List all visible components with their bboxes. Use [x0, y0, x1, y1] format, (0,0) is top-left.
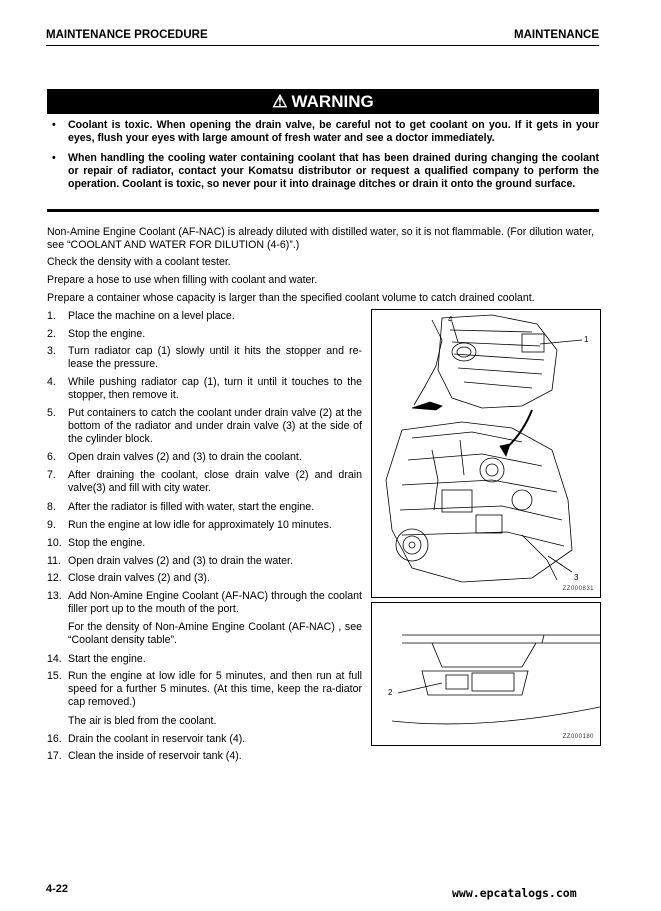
callout-3: 3 — [574, 573, 579, 582]
callout-4: 4 — [448, 315, 453, 324]
figure-code: ZZ000180 — [562, 734, 594, 740]
figure-code: ZZ000831 — [562, 586, 594, 592]
warning-item: • When handling the cooling water containing coolant that has been drained during changing the coolant or repair of radiator, contact your Komatsu distributor or request a qualified company to perform the operation. Coolant is toxic, so never pour it into drainage ditches or drain it onto the ground surface. — [52, 152, 599, 190]
chapter-title: MAINTENANCE — [514, 29, 599, 41]
drain-valve-drawing — [372, 603, 600, 745]
intro-paragraph: Prepare a container whose capacity is larger than the specified coolant volume to catch drained coolant. — [47, 292, 535, 304]
step-item: 11. Open drain valves (2) and (3) to drain the water. — [47, 555, 293, 567]
step-note: The air is bled from the coolant. — [68, 715, 217, 727]
intro-paragraph: Prepare a hose to use when filling with coolant and water. — [47, 274, 318, 286]
step-item: 9. Run the engine at low idle for approximately 10 minutes. — [47, 519, 332, 531]
step-item: 12. Close drain valves (2) and (3). — [47, 572, 210, 584]
warning-banner — [47, 89, 599, 114]
website-link[interactable]: www.epcatalogs.com — [452, 886, 577, 900]
warning-triangle-icon: ⚠ — [272, 92, 288, 111]
warning-box — [47, 114, 599, 212]
page-header — [46, 28, 599, 46]
step-item: 8. After the radiator is filled with water, start the engine. — [47, 501, 315, 513]
bullet: • — [52, 152, 56, 164]
step-item: 2. Stop the engine. — [47, 328, 146, 340]
step-item: 3. Turn radiator cap (1) slowly until it hits the stopper and re-lease the pressure. — [47, 345, 362, 370]
intro-paragraph: Check the density with a coolant tester. — [47, 256, 231, 268]
step-item: 16. Drain the coolant in reservoir tank (4). — [47, 733, 246, 745]
drain-valve-illustration — [371, 602, 601, 746]
intro-paragraph: Non-Amine Engine Coolant (AF-NAC) is already diluted with distilled water, so it is not flammable. (For dilution water, see “COOLANT AND WATER FOR DILUTION (4-6)”.) — [47, 226, 594, 251]
step-item: 5. Put containers to catch the coolant under drain valve (2) at the bottom of the radiator and under drain valve (3) at the side of the cylinder block. — [47, 407, 362, 445]
step-item: 14. Start the engine. — [47, 653, 146, 665]
callout-1: 1 — [584, 335, 589, 344]
page-number: 4-22 — [46, 883, 69, 895]
step-item: 13. Add Non-Amine Engine Coolant (AF-NAC) through the coolant filler port up to the mouth of the port. — [47, 590, 362, 615]
step-item: 7. After draining the coolant, close drain valve (2) and drain valve(3) and fill with city water. — [47, 469, 362, 494]
step-note: For the density of Non-Amine Engine Coolant (AF-NAC) , see “Coolant density table”. — [68, 621, 362, 646]
section-title: MAINTENANCE PROCEDURE — [46, 29, 208, 41]
callout-2: 2 — [388, 688, 393, 697]
step-item: 10. Stop the engine. — [47, 537, 146, 549]
warning-title: WARNING — [291, 92, 374, 111]
warning-item: • Coolant is toxic. When opening the drain valve, be careful not to get coolant on you. If it gets in your eyes, flush your eyes with large amount of fresh water and see a doctor immediately. — [52, 119, 599, 144]
bullet: • — [52, 119, 56, 131]
engine-drawing — [372, 310, 600, 597]
step-item: 1. Place the machine on a level place. — [47, 310, 235, 322]
step-item: 17. Clean the inside of reservoir tank (4). — [47, 750, 242, 762]
engine-illustration — [371, 309, 601, 598]
step-item: 4. While pushing radiator cap (1), turn it until it touches to the stopper, then remove it. — [47, 376, 362, 401]
step-item: 15. Run the engine at low idle for 5 minutes, and then run at full speed for a further 5 minutes. (At this time, keep the ra-diator cap removed.) — [47, 670, 362, 708]
step-item: 6. Open drain valves (2) and (3) to drain the coolant. — [47, 451, 302, 463]
